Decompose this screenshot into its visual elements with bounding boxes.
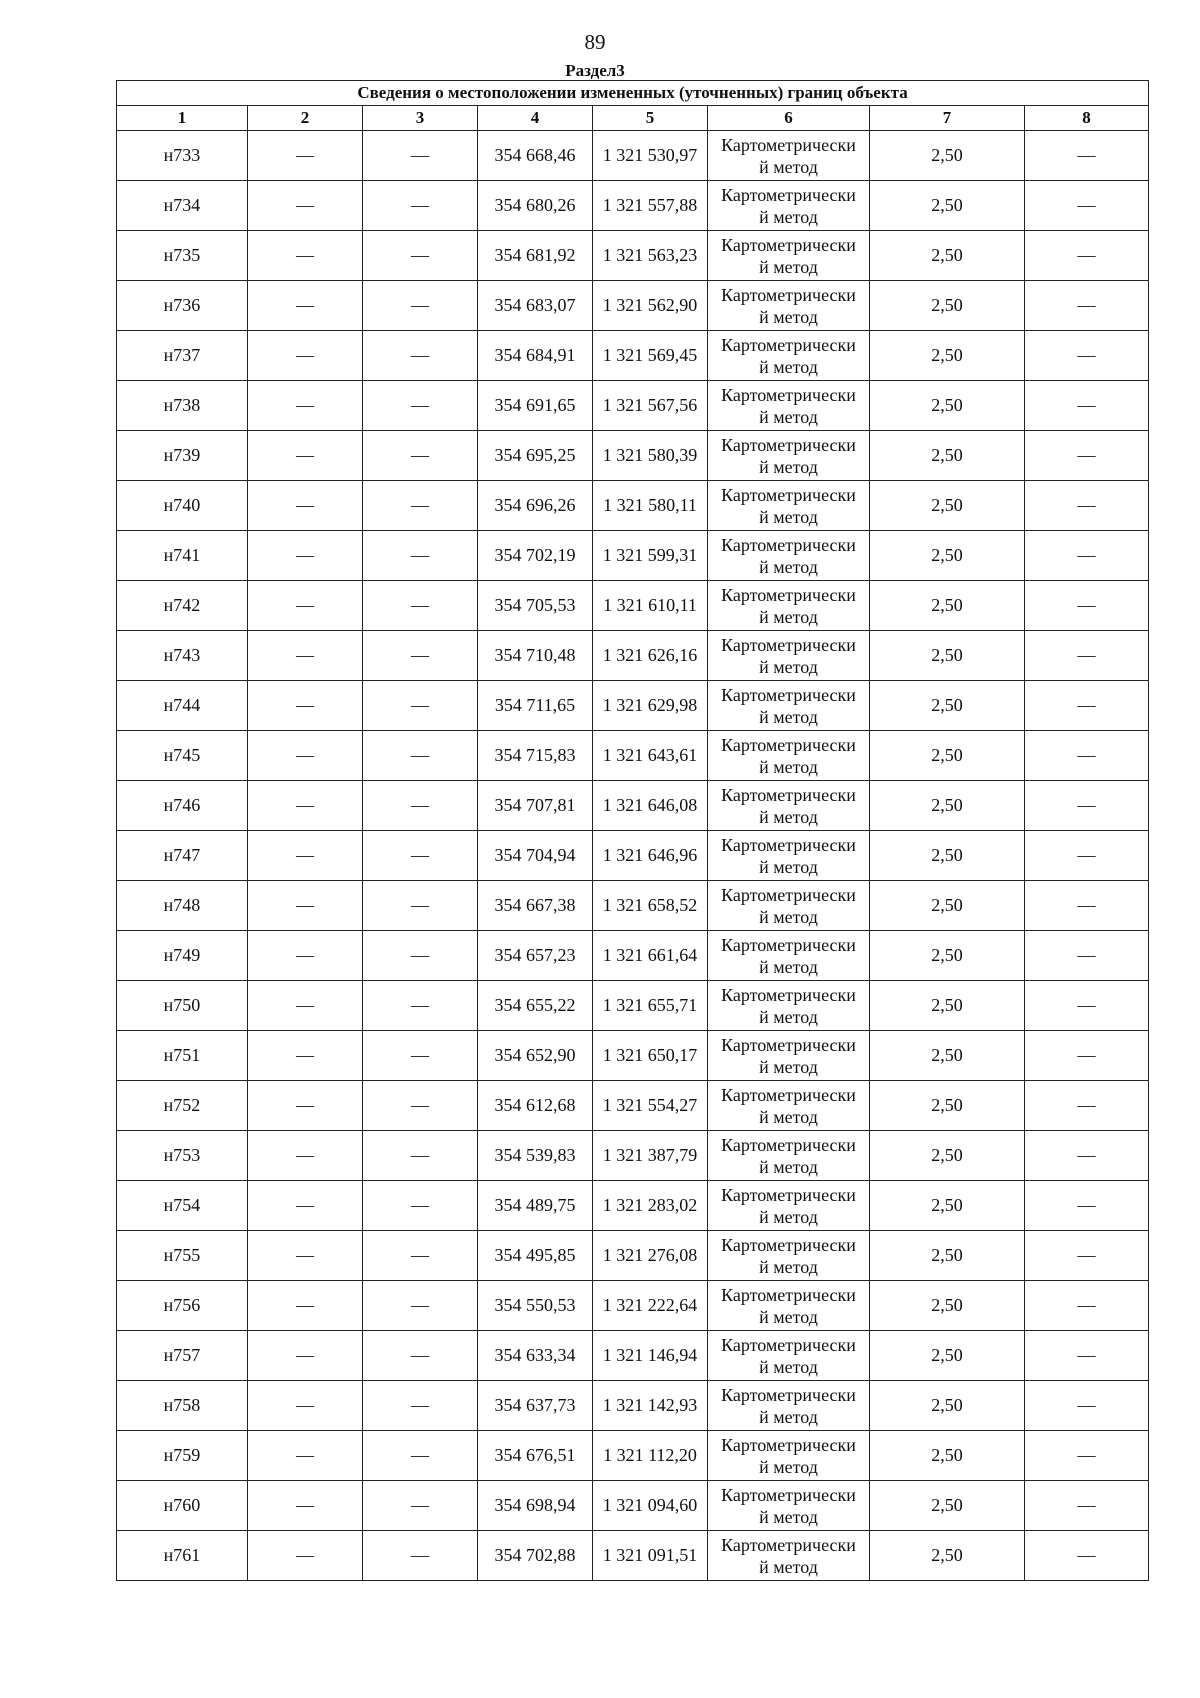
table-row: [117, 1281, 1149, 1331]
accuracy-cell: 2,50: [870, 481, 1025, 531]
column-number-row: [117, 106, 1149, 131]
y-coordinate-cell: 1 321 650,17: [593, 1031, 708, 1081]
accuracy-cell: 2,50: [870, 781, 1025, 831]
y-coordinate-cell: 1 321 142,93: [593, 1381, 708, 1431]
method-cell: Картометрически й метод: [708, 181, 870, 231]
point-number-cell: н734: [117, 181, 248, 231]
accuracy-cell: 2,50: [870, 1131, 1025, 1181]
empty-value-cell: —: [1025, 231, 1149, 281]
y-coordinate-cell: 1 321 562,90: [593, 281, 708, 331]
table-row: [117, 531, 1149, 581]
empty-value-cell: —: [1025, 1081, 1149, 1131]
method-cell: Картометрически й метод: [708, 1131, 870, 1181]
x-coordinate-cell: 354 681,92: [478, 231, 593, 281]
empty-value-cell: —: [363, 281, 478, 331]
column-number: 6: [708, 106, 870, 131]
empty-value-cell: —: [248, 1181, 363, 1231]
accuracy-cell: 2,50: [870, 331, 1025, 381]
x-coordinate-cell: 354 612,68: [478, 1081, 593, 1131]
point-number-cell: н738: [117, 381, 248, 431]
empty-value-cell: —: [363, 1131, 478, 1181]
table-row: [117, 881, 1149, 931]
empty-value-cell: —: [248, 331, 363, 381]
point-number-cell: н742: [117, 581, 248, 631]
accuracy-cell: 2,50: [870, 831, 1025, 881]
empty-value-cell: —: [363, 1081, 478, 1131]
y-coordinate-cell: 1 321 112,20: [593, 1431, 708, 1481]
accuracy-cell: 2,50: [870, 281, 1025, 331]
x-coordinate-cell: 354 667,38: [478, 881, 593, 931]
y-coordinate-cell: 1 321 643,61: [593, 731, 708, 781]
point-number-cell: н753: [117, 1131, 248, 1181]
x-coordinate-cell: 354 684,91: [478, 331, 593, 381]
column-number: 3: [363, 106, 478, 131]
y-coordinate-cell: 1 321 655,71: [593, 981, 708, 1031]
empty-value-cell: —: [248, 631, 363, 681]
accuracy-cell: 2,50: [870, 931, 1025, 981]
empty-value-cell: —: [1025, 1531, 1149, 1581]
point-number-cell: н761: [117, 1531, 248, 1581]
table-row: [117, 681, 1149, 731]
method-cell: Картометрически й метод: [708, 681, 870, 731]
x-coordinate-cell: 354 707,81: [478, 781, 593, 831]
accuracy-cell: 2,50: [870, 531, 1025, 581]
column-number: 5: [593, 106, 708, 131]
table-row: [117, 231, 1149, 281]
point-number-cell: н751: [117, 1031, 248, 1081]
empty-value-cell: —: [363, 131, 478, 181]
point-number-cell: н759: [117, 1431, 248, 1481]
empty-value-cell: —: [363, 1231, 478, 1281]
x-coordinate-cell: 354 489,75: [478, 1181, 593, 1231]
method-cell: Картометрически й метод: [708, 1081, 870, 1131]
y-coordinate-cell: 1 321 658,52: [593, 881, 708, 931]
point-number-cell: н754: [117, 1181, 248, 1231]
empty-value-cell: —: [248, 881, 363, 931]
method-cell: Картометрически й метод: [708, 1331, 870, 1381]
point-number-cell: н740: [117, 481, 248, 531]
y-coordinate-cell: 1 321 661,64: [593, 931, 708, 981]
empty-value-cell: —: [363, 531, 478, 581]
empty-value-cell: —: [248, 981, 363, 1031]
empty-value-cell: —: [1025, 631, 1149, 681]
point-number-cell: н760: [117, 1481, 248, 1531]
x-coordinate-cell: 354 710,48: [478, 631, 593, 681]
empty-value-cell: —: [1025, 581, 1149, 631]
table-row: [117, 931, 1149, 981]
point-number-cell: н736: [117, 281, 248, 331]
empty-value-cell: —: [248, 931, 363, 981]
method-cell: Картометрически й метод: [708, 1031, 870, 1081]
x-coordinate-cell: 354 691,65: [478, 381, 593, 431]
empty-value-cell: —: [1025, 781, 1149, 831]
point-number-cell: н755: [117, 1231, 248, 1281]
y-coordinate-cell: 1 321 146,94: [593, 1331, 708, 1381]
x-coordinate-cell: 354 704,94: [478, 831, 593, 881]
method-cell: Картометрически й метод: [708, 1181, 870, 1231]
point-number-cell: н743: [117, 631, 248, 681]
empty-value-cell: —: [1025, 431, 1149, 481]
accuracy-cell: 2,50: [870, 1081, 1025, 1131]
column-number: 7: [870, 106, 1025, 131]
empty-value-cell: —: [248, 431, 363, 481]
empty-value-cell: —: [363, 431, 478, 481]
empty-value-cell: —: [363, 681, 478, 731]
point-number-cell: н746: [117, 781, 248, 831]
empty-value-cell: —: [363, 1181, 478, 1231]
accuracy-cell: 2,50: [870, 1281, 1025, 1331]
accuracy-cell: 2,50: [870, 881, 1025, 931]
column-number: 1: [117, 106, 248, 131]
empty-value-cell: —: [363, 1281, 478, 1331]
empty-value-cell: —: [1025, 1481, 1149, 1531]
accuracy-cell: 2,50: [870, 1431, 1025, 1481]
y-coordinate-cell: 1 321 222,64: [593, 1281, 708, 1331]
empty-value-cell: —: [248, 581, 363, 631]
x-coordinate-cell: 354 676,51: [478, 1431, 593, 1481]
column-number: 8: [1025, 106, 1149, 131]
x-coordinate-cell: 354 711,65: [478, 681, 593, 731]
y-coordinate-cell: 1 321 626,16: [593, 631, 708, 681]
table-row: [117, 1031, 1149, 1081]
method-cell: Картометрически й метод: [708, 1481, 870, 1531]
x-coordinate-cell: 354 715,83: [478, 731, 593, 781]
boundary-points-table: [116, 80, 1149, 1581]
x-coordinate-cell: 354 680,26: [478, 181, 593, 231]
accuracy-cell: 2,50: [870, 631, 1025, 681]
method-cell: Картометрически й метод: [708, 831, 870, 881]
y-coordinate-cell: 1 321 646,08: [593, 781, 708, 831]
empty-value-cell: —: [248, 681, 363, 731]
accuracy-cell: 2,50: [870, 731, 1025, 781]
table-row: [117, 1181, 1149, 1231]
method-cell: Картометрически й метод: [708, 1431, 870, 1481]
point-number-cell: н758: [117, 1381, 248, 1431]
accuracy-cell: 2,50: [870, 181, 1025, 231]
method-cell: Картометрически й метод: [708, 1381, 870, 1431]
accuracy-cell: 2,50: [870, 1531, 1025, 1581]
method-cell: Картометрически й метод: [708, 481, 870, 531]
method-cell: Картометрически й метод: [708, 731, 870, 781]
table-caption: Сведения о местоположении измененных (уточненных) границ объекта: [117, 81, 1149, 106]
table-row: [117, 1381, 1149, 1431]
section-title: Раздел3: [565, 61, 625, 80]
column-number: 2: [248, 106, 363, 131]
method-cell: Картометрически й метод: [708, 1231, 870, 1281]
method-cell: Картометрически й метод: [708, 531, 870, 581]
y-coordinate-cell: 1 321 567,56: [593, 381, 708, 431]
empty-value-cell: —: [1025, 881, 1149, 931]
table-row: [117, 1531, 1149, 1581]
accuracy-cell: 2,50: [870, 131, 1025, 181]
table-row: [117, 1081, 1149, 1131]
empty-value-cell: —: [248, 481, 363, 531]
x-coordinate-cell: 354 539,83: [478, 1131, 593, 1181]
table-row: [117, 131, 1149, 181]
x-coordinate-cell: 354 652,90: [478, 1031, 593, 1081]
method-cell: Картометрически й метод: [708, 631, 870, 681]
x-coordinate-cell: 354 702,19: [478, 531, 593, 581]
empty-value-cell: —: [248, 1031, 363, 1081]
x-coordinate-cell: 354 695,25: [478, 431, 593, 481]
empty-value-cell: —: [248, 1131, 363, 1181]
point-number-cell: н733: [117, 131, 248, 181]
empty-value-cell: —: [248, 281, 363, 331]
empty-value-cell: —: [363, 781, 478, 831]
empty-value-cell: —: [1025, 1131, 1149, 1181]
empty-value-cell: —: [363, 881, 478, 931]
accuracy-cell: 2,50: [870, 981, 1025, 1031]
x-coordinate-cell: 354 696,26: [478, 481, 593, 531]
table-row: [117, 731, 1149, 781]
x-coordinate-cell: 354 655,22: [478, 981, 593, 1031]
accuracy-cell: 2,50: [870, 1231, 1025, 1281]
y-coordinate-cell: 1 321 094,60: [593, 1481, 708, 1531]
method-cell: Картометрически й метод: [708, 131, 870, 181]
x-coordinate-cell: 354 495,85: [478, 1231, 593, 1281]
empty-value-cell: —: [1025, 931, 1149, 981]
x-coordinate-cell: 354 683,07: [478, 281, 593, 331]
method-cell: Картометрически й метод: [708, 781, 870, 831]
y-coordinate-cell: 1 321 629,98: [593, 681, 708, 731]
empty-value-cell: —: [248, 1281, 363, 1331]
y-coordinate-cell: 1 321 580,39: [593, 431, 708, 481]
empty-value-cell: —: [1025, 281, 1149, 331]
method-cell: Картометрически й метод: [708, 281, 870, 331]
table-row: [117, 331, 1149, 381]
empty-value-cell: —: [248, 131, 363, 181]
y-coordinate-cell: 1 321 283,02: [593, 1181, 708, 1231]
empty-value-cell: —: [363, 1031, 478, 1081]
y-coordinate-cell: 1 321 554,27: [593, 1081, 708, 1131]
point-number-cell: н752: [117, 1081, 248, 1131]
empty-value-cell: —: [1025, 131, 1149, 181]
y-coordinate-cell: 1 321 091,51: [593, 1531, 708, 1581]
column-number: 4: [478, 106, 593, 131]
empty-value-cell: —: [248, 381, 363, 431]
empty-value-cell: —: [248, 1431, 363, 1481]
accuracy-cell: 2,50: [870, 1331, 1025, 1381]
table-row: [117, 1231, 1149, 1281]
point-number-cell: н749: [117, 931, 248, 981]
empty-value-cell: —: [363, 1431, 478, 1481]
table-row: [117, 1131, 1149, 1181]
method-cell: Картометрически й метод: [708, 581, 870, 631]
x-coordinate-cell: 354 657,23: [478, 931, 593, 981]
empty-value-cell: —: [1025, 1331, 1149, 1381]
empty-value-cell: —: [363, 231, 478, 281]
empty-value-cell: —: [363, 1331, 478, 1381]
accuracy-cell: 2,50: [870, 1381, 1025, 1431]
empty-value-cell: —: [248, 731, 363, 781]
table-caption-row: [117, 81, 1149, 106]
x-coordinate-cell: 354 637,73: [478, 1381, 593, 1431]
empty-value-cell: —: [363, 331, 478, 381]
method-cell: Картометрически й метод: [708, 1281, 870, 1331]
point-number-cell: н750: [117, 981, 248, 1031]
empty-value-cell: —: [363, 381, 478, 431]
empty-value-cell: —: [363, 1381, 478, 1431]
accuracy-cell: 2,50: [870, 231, 1025, 281]
accuracy-cell: 2,50: [870, 1481, 1025, 1531]
table-row: [117, 631, 1149, 681]
page-number: 89: [584, 30, 606, 54]
empty-value-cell: —: [363, 1531, 478, 1581]
empty-value-cell: —: [363, 1481, 478, 1531]
table-row: [117, 481, 1149, 531]
method-cell: Картометрически й метод: [708, 231, 870, 281]
empty-value-cell: —: [248, 1231, 363, 1281]
table-row: [117, 281, 1149, 331]
point-number-cell: н745: [117, 731, 248, 781]
empty-value-cell: —: [248, 1531, 363, 1581]
table-row: [117, 831, 1149, 881]
empty-value-cell: —: [1025, 981, 1149, 1031]
empty-value-cell: —: [363, 181, 478, 231]
x-coordinate-cell: 354 705,53: [478, 581, 593, 631]
method-cell: Картометрически й метод: [708, 931, 870, 981]
method-cell: Картометрически й метод: [708, 1531, 870, 1581]
empty-value-cell: —: [248, 181, 363, 231]
empty-value-cell: —: [1025, 1431, 1149, 1481]
empty-value-cell: —: [363, 981, 478, 1031]
point-number-cell: н757: [117, 1331, 248, 1381]
empty-value-cell: —: [1025, 681, 1149, 731]
empty-value-cell: —: [363, 581, 478, 631]
empty-value-cell: —: [363, 731, 478, 781]
empty-value-cell: —: [1025, 1231, 1149, 1281]
empty-value-cell: —: [363, 831, 478, 881]
empty-value-cell: —: [248, 531, 363, 581]
empty-value-cell: —: [1025, 1181, 1149, 1231]
x-coordinate-cell: 354 702,88: [478, 1531, 593, 1581]
accuracy-cell: 2,50: [870, 381, 1025, 431]
point-number-cell: н741: [117, 531, 248, 581]
accuracy-cell: 2,50: [870, 681, 1025, 731]
empty-value-cell: —: [1025, 831, 1149, 881]
empty-value-cell: —: [363, 481, 478, 531]
accuracy-cell: 2,50: [870, 1181, 1025, 1231]
y-coordinate-cell: 1 321 276,08: [593, 1231, 708, 1281]
empty-value-cell: —: [248, 1381, 363, 1431]
y-coordinate-cell: 1 321 610,11: [593, 581, 708, 631]
empty-value-cell: —: [1025, 1031, 1149, 1081]
empty-value-cell: —: [248, 1331, 363, 1381]
point-number-cell: н735: [117, 231, 248, 281]
point-number-cell: н756: [117, 1281, 248, 1331]
empty-value-cell: —: [363, 631, 478, 681]
empty-value-cell: —: [1025, 331, 1149, 381]
y-coordinate-cell: 1 321 557,88: [593, 181, 708, 231]
empty-value-cell: —: [248, 231, 363, 281]
empty-value-cell: —: [248, 1481, 363, 1531]
y-coordinate-cell: 1 321 387,79: [593, 1131, 708, 1181]
method-cell: Картометрически й метод: [708, 431, 870, 481]
method-cell: Картометрически й метод: [708, 981, 870, 1031]
empty-value-cell: —: [1025, 381, 1149, 431]
empty-value-cell: —: [248, 781, 363, 831]
accuracy-cell: 2,50: [870, 581, 1025, 631]
table-row: [117, 381, 1149, 431]
empty-value-cell: —: [1025, 1381, 1149, 1431]
point-number-cell: н747: [117, 831, 248, 881]
empty-value-cell: —: [248, 1081, 363, 1131]
x-coordinate-cell: 354 550,53: [478, 1281, 593, 1331]
x-coordinate-cell: 354 633,34: [478, 1331, 593, 1381]
y-coordinate-cell: 1 321 580,11: [593, 481, 708, 531]
empty-value-cell: —: [248, 831, 363, 881]
table-row: [117, 181, 1149, 231]
y-coordinate-cell: 1 321 599,31: [593, 531, 708, 581]
empty-value-cell: —: [1025, 1281, 1149, 1331]
empty-value-cell: —: [1025, 481, 1149, 531]
table-row: [117, 1331, 1149, 1381]
x-coordinate-cell: 354 698,94: [478, 1481, 593, 1531]
method-cell: Картометрически й метод: [708, 381, 870, 431]
point-number-cell: н737: [117, 331, 248, 381]
table-row: [117, 1481, 1149, 1531]
table-row: [117, 781, 1149, 831]
method-cell: Картометрически й метод: [708, 881, 870, 931]
table-row: [117, 981, 1149, 1031]
point-number-cell: н744: [117, 681, 248, 731]
table-row: [117, 1431, 1149, 1481]
table-row: [117, 431, 1149, 481]
y-coordinate-cell: 1 321 646,96: [593, 831, 708, 881]
point-number-cell: н739: [117, 431, 248, 481]
empty-value-cell: —: [1025, 181, 1149, 231]
empty-value-cell: —: [1025, 531, 1149, 581]
empty-value-cell: —: [1025, 731, 1149, 781]
point-number-cell: н748: [117, 881, 248, 931]
y-coordinate-cell: 1 321 569,45: [593, 331, 708, 381]
x-coordinate-cell: 354 668,46: [478, 131, 593, 181]
accuracy-cell: 2,50: [870, 431, 1025, 481]
table-row: [117, 581, 1149, 631]
y-coordinate-cell: 1 321 530,97: [593, 131, 708, 181]
empty-value-cell: —: [363, 931, 478, 981]
method-cell: Картометрически й метод: [708, 331, 870, 381]
y-coordinate-cell: 1 321 563,23: [593, 231, 708, 281]
accuracy-cell: 2,50: [870, 1031, 1025, 1081]
